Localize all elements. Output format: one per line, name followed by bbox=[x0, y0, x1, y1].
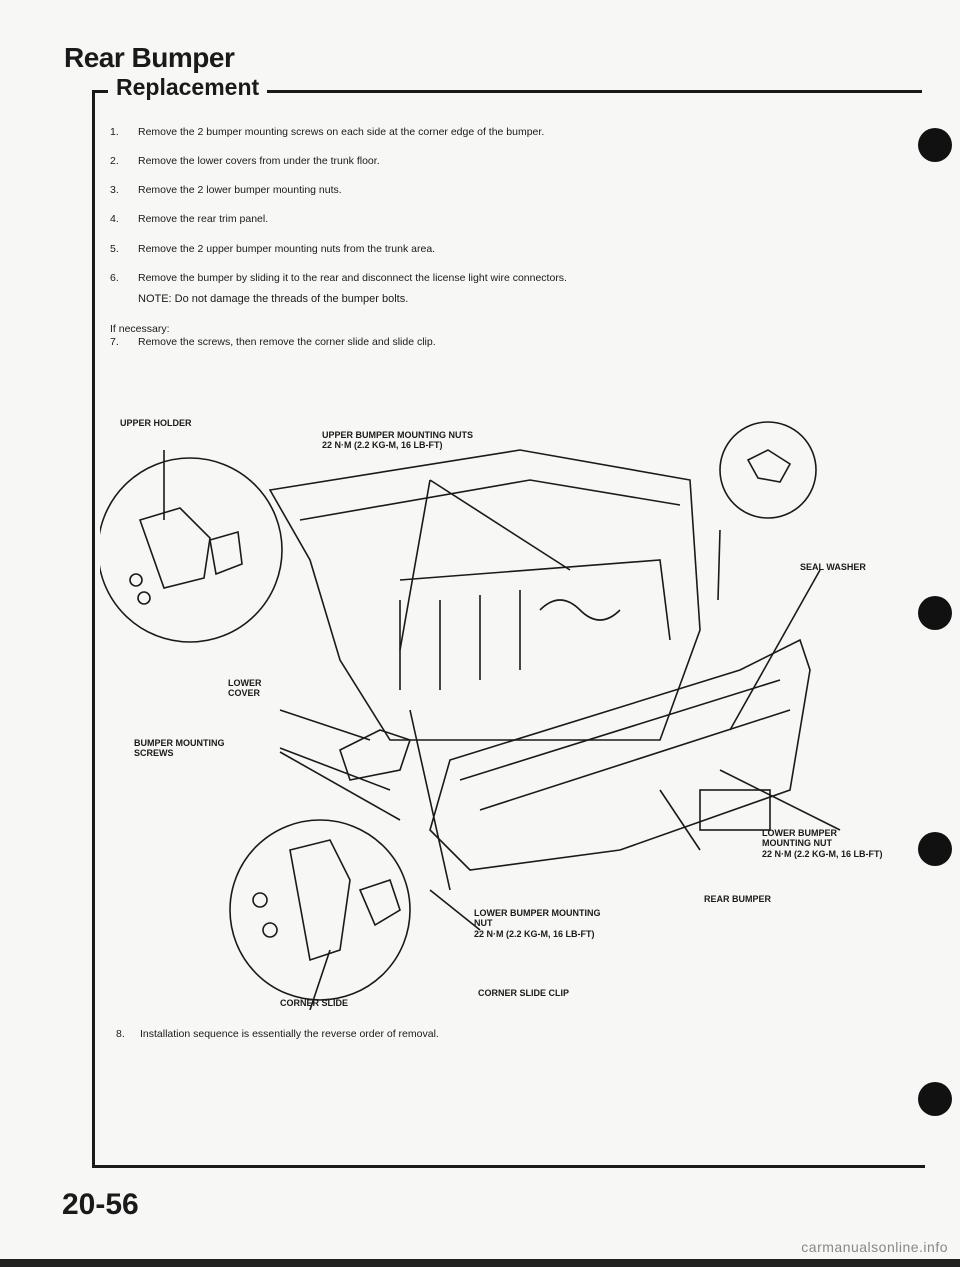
label-lower-cover: LOWER COVER bbox=[228, 678, 262, 699]
label-corner-slide-clip: CORNER SLIDE CLIP bbox=[478, 988, 570, 998]
index-tab-marker bbox=[918, 1082, 952, 1116]
corner-slide-part bbox=[290, 840, 350, 960]
label-lower-bumper-mounting-nut-right: LOWER BUMPER MOUNTING NUT 22 N·M (2.2 KG-M, 16 LB-FT) bbox=[762, 828, 883, 859]
step-item: 3. Remove the 2 lower bumper mounting nuts. bbox=[110, 184, 342, 197]
step-item-final: 8. Installation sequence is essentially the reverse order of removal. bbox=[116, 1028, 439, 1040]
upper-holder-part bbox=[140, 508, 210, 588]
watermark: carmanualsonline.info bbox=[801, 1239, 948, 1255]
step-item: 2. Remove the lower covers from under the trunk floor. bbox=[110, 155, 380, 168]
step-item: 4. Remove the rear trim panel. bbox=[110, 213, 269, 226]
footer-bar bbox=[0, 1259, 960, 1267]
step-item: 1. Remove the 2 bumper mounting screws on each side at the corner edge of the bumper. bbox=[110, 126, 545, 138]
step-item: 6. Remove the bumper by sliding it to the rear and disconnect the license light wire connectors. bbox=[110, 271, 567, 284]
label-upper-mounting-nuts: UPPER BUMPER MOUNTING NUTS 22 N·M (2.2 KG-M, 16 LB-FT) bbox=[322, 430, 474, 451]
label-rear-bumper: REAR BUMPER bbox=[704, 894, 772, 904]
if-necessary-block bbox=[110, 323, 850, 349]
step-item: 5. Remove the 2 upper bumper mounting nuts from the trunk area. bbox=[110, 242, 436, 255]
index-tab-marker bbox=[918, 128, 952, 162]
label-corner-slide: CORNER SLIDE bbox=[280, 998, 349, 1008]
note-text: NOTE: Do not damage the threads of the bumper bolts. bbox=[138, 292, 409, 305]
upper-holder-detail-circle bbox=[100, 458, 282, 642]
lower-cover-part bbox=[340, 730, 410, 780]
label-bumper-mounting-screws: BUMPER MOUNTING SCREWS bbox=[134, 738, 225, 759]
label-lower-bumper-mounting-nut-center: LOWER BUMPER MOUNTING NUT 22 N·M (2.2 KG-M, 16 LB-FT) bbox=[474, 908, 601, 939]
label-upper-holder: UPPER HOLDER bbox=[120, 418, 192, 428]
if-necessary-label: If necessary: bbox=[110, 322, 170, 335]
procedure-steps bbox=[110, 126, 850, 349]
trunk-body bbox=[270, 450, 700, 740]
label-seal-washer: SEAL WASHER bbox=[800, 562, 866, 572]
page-number: 20-56 bbox=[62, 1188, 139, 1221]
section-subtitle: Replacement bbox=[108, 74, 267, 101]
page-title: Rear Bumper bbox=[64, 42, 235, 73]
corner-slide-detail-circle bbox=[230, 820, 410, 1000]
step-item: 7. Remove the screws, then remove the corner slide and slide clip. bbox=[110, 335, 436, 348]
bumper-exploded-diagram bbox=[100, 410, 920, 1010]
clip-detail-circle bbox=[720, 422, 816, 518]
index-tab-marker bbox=[918, 832, 952, 866]
rear-bumper-shape bbox=[430, 640, 810, 870]
index-tab-marker bbox=[918, 596, 952, 630]
